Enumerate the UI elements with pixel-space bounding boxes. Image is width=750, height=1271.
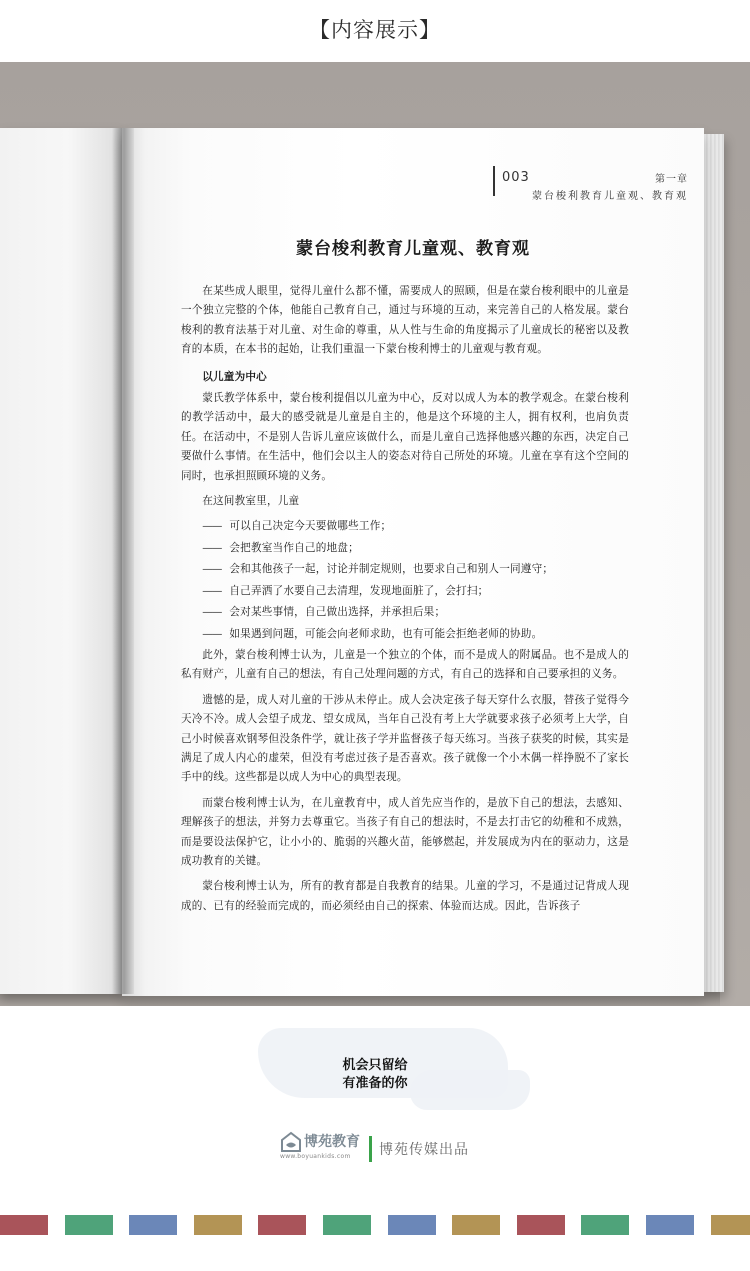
publisher-label: 博苑传媒出品 <box>379 1142 469 1158</box>
dash-marker: —— <box>202 563 222 576</box>
book-photo <box>0 62 750 1006</box>
dash-list-item <box>181 603 629 622</box>
closing-paragraph: 遗憾的是，成人对儿童的干涉从未停止。成人会决定孩子每天穿什么衣服，替孩子觉得今天冷不冷。成人会望子成龙、望女成凤，当年自己没有考上大学就要求孩子必须考上大学，自己小时候喜欢钢琴但没条件学，就让孩子学并监督孩子每天练习。当孩子获奖的时候，其实是满足了成人内心的虚荣，但没有考虑过孩子是否喜欢。孩子就像一个小木偶一样挣脱不了家长手中的线。这些都是以成人为中心的典型表现。 <box>181 693 629 784</box>
dash-marker: —— <box>202 584 222 597</box>
intro-paragraph: 在某些成人眼里，觉得儿童什么都不懂，需要成人的照顾，但是在蒙台梭利眼中的儿童是一个独立完整的个体，他能自己教育自己，通过与环境的互动，来完善自己的人格发展。蒙台梭利的教育法基于对儿童、对生命的尊重，从人性与生命的角度揭示了儿童成长的秘密以及教育的本质，在本书的起始，让我们重温一下蒙台梭利博士的儿童观与教育观。 <box>181 285 629 356</box>
brand-divider <box>369 1136 372 1162</box>
closing-paragraph: 而蒙台梭利博士认为，在儿童教育中，成人首先应当作的，是放下自己的想法，去感知、理解孩子的想法，并努力去尊重它。当孩子有自己的想法时，不是去打击它的幼稚和不成熟，而是要设法保护它，让小小的、脆弱的兴趣火苗，能够燃起，并发展成为内在的驱动力，这是成功教育的关键。 <box>181 796 629 867</box>
brand-logo-block <box>280 1131 360 1165</box>
brand-url: www.boyuankids.com <box>280 1153 351 1160</box>
color-swatch-strip <box>0 1215 750 1235</box>
page-body <box>181 282 629 922</box>
dash-marker: —— <box>202 541 222 554</box>
color-swatch <box>129 1215 177 1235</box>
dash-item-text: 自己弄洒了水要自己去清理，发现地面脏了，会打扫； <box>229 584 489 597</box>
left-page <box>0 128 124 994</box>
dash-list-item <box>181 560 629 579</box>
slogan-line: 有准备的你 <box>342 1076 408 1091</box>
dash-item-text: 如果遇到问题，可能会向老师求助，也有可能会拒绝老师的协助。 <box>229 627 543 640</box>
section-paragraph: 蒙氏教学体系中，蒙台梭利提倡以儿童为中心，反对以成人为本的教学观念。在蒙台梭利的教学活动中，最大的感受就是儿童是自主的，他是这个环境的主人，拥有权利，也肩负责任。在活动中，不是别人告诉儿童应该做什么，而是儿童自己选择他感兴趣的东西，决定自己要做什么事情。在生活中，他们会以主人的姿态对待自己所处的环境。儿童在享有这个空间的同时，也承担照顾环境的义务。 <box>181 392 629 482</box>
running-header <box>532 170 688 202</box>
header-divider <box>493 166 495 196</box>
color-swatch <box>388 1215 436 1235</box>
chapter-label: 第一章 <box>655 174 688 185</box>
color-swatch <box>65 1215 113 1235</box>
chapter-title: 蒙台梭利教育儿童观、教育观 <box>296 239 530 259</box>
color-swatch <box>0 1215 48 1235</box>
color-swatch <box>452 1215 500 1235</box>
closing-paragraph: 蒙台梭利博士认为，所有的教育都是自我教育的结果。儿童的学习，不是通过记背成人现成的、已有的经验而完成的，而必须经由自己的探索、体验而达成。因此，告诉孩子 <box>181 880 629 912</box>
color-swatch <box>646 1215 694 1235</box>
slogan-line: 机会只留给 <box>342 1058 408 1073</box>
brand-name: 博苑教育 <box>304 1134 360 1150</box>
dash-list-item <box>181 517 629 536</box>
closing-paragraph: 此外，蒙台梭利博士认为，儿童是一个独立的个体，而不是成人的附属品。也不是成人的私有财产，儿童有自己的想法，有自己处理问题的方式，有自己的选择和自己要承担的义务。 <box>181 648 629 681</box>
section-title: 【内容展示】 <box>309 18 441 42</box>
dash-list-item <box>181 625 629 644</box>
dash-item-text: 可以自己决定今天要做哪些工作； <box>229 520 392 533</box>
dash-marker: —— <box>202 520 222 533</box>
color-swatch <box>194 1215 242 1235</box>
brand-logo-icon <box>280 1131 360 1153</box>
color-swatch <box>517 1215 565 1235</box>
slogan <box>0 1057 750 1093</box>
section-paragraph: 在这间教室里，儿童 <box>202 495 300 508</box>
dash-marker: —— <box>202 627 222 640</box>
color-swatch <box>711 1215 750 1235</box>
color-swatch <box>581 1215 629 1235</box>
dash-item-text: 会和其他孩子一起，讨论并制定规则，也要求自己和别人一同遵守； <box>229 563 554 576</box>
color-swatch <box>258 1215 306 1235</box>
chapter-subtitle: 蒙台梭利教育儿童观、教育观 <box>532 191 688 202</box>
dash-item-text: 会把教室当作自己的地盘； <box>229 541 359 554</box>
dash-marker: —— <box>202 606 222 619</box>
page-number: 003 <box>502 170 530 185</box>
section-heading: 以儿童为中心 <box>202 370 267 383</box>
color-swatch <box>323 1215 371 1235</box>
dash-list-item <box>181 582 629 601</box>
dash-list-item <box>181 539 629 558</box>
dash-item-text: 会对某些事情，自己做出选择，并承担后果； <box>229 606 446 619</box>
